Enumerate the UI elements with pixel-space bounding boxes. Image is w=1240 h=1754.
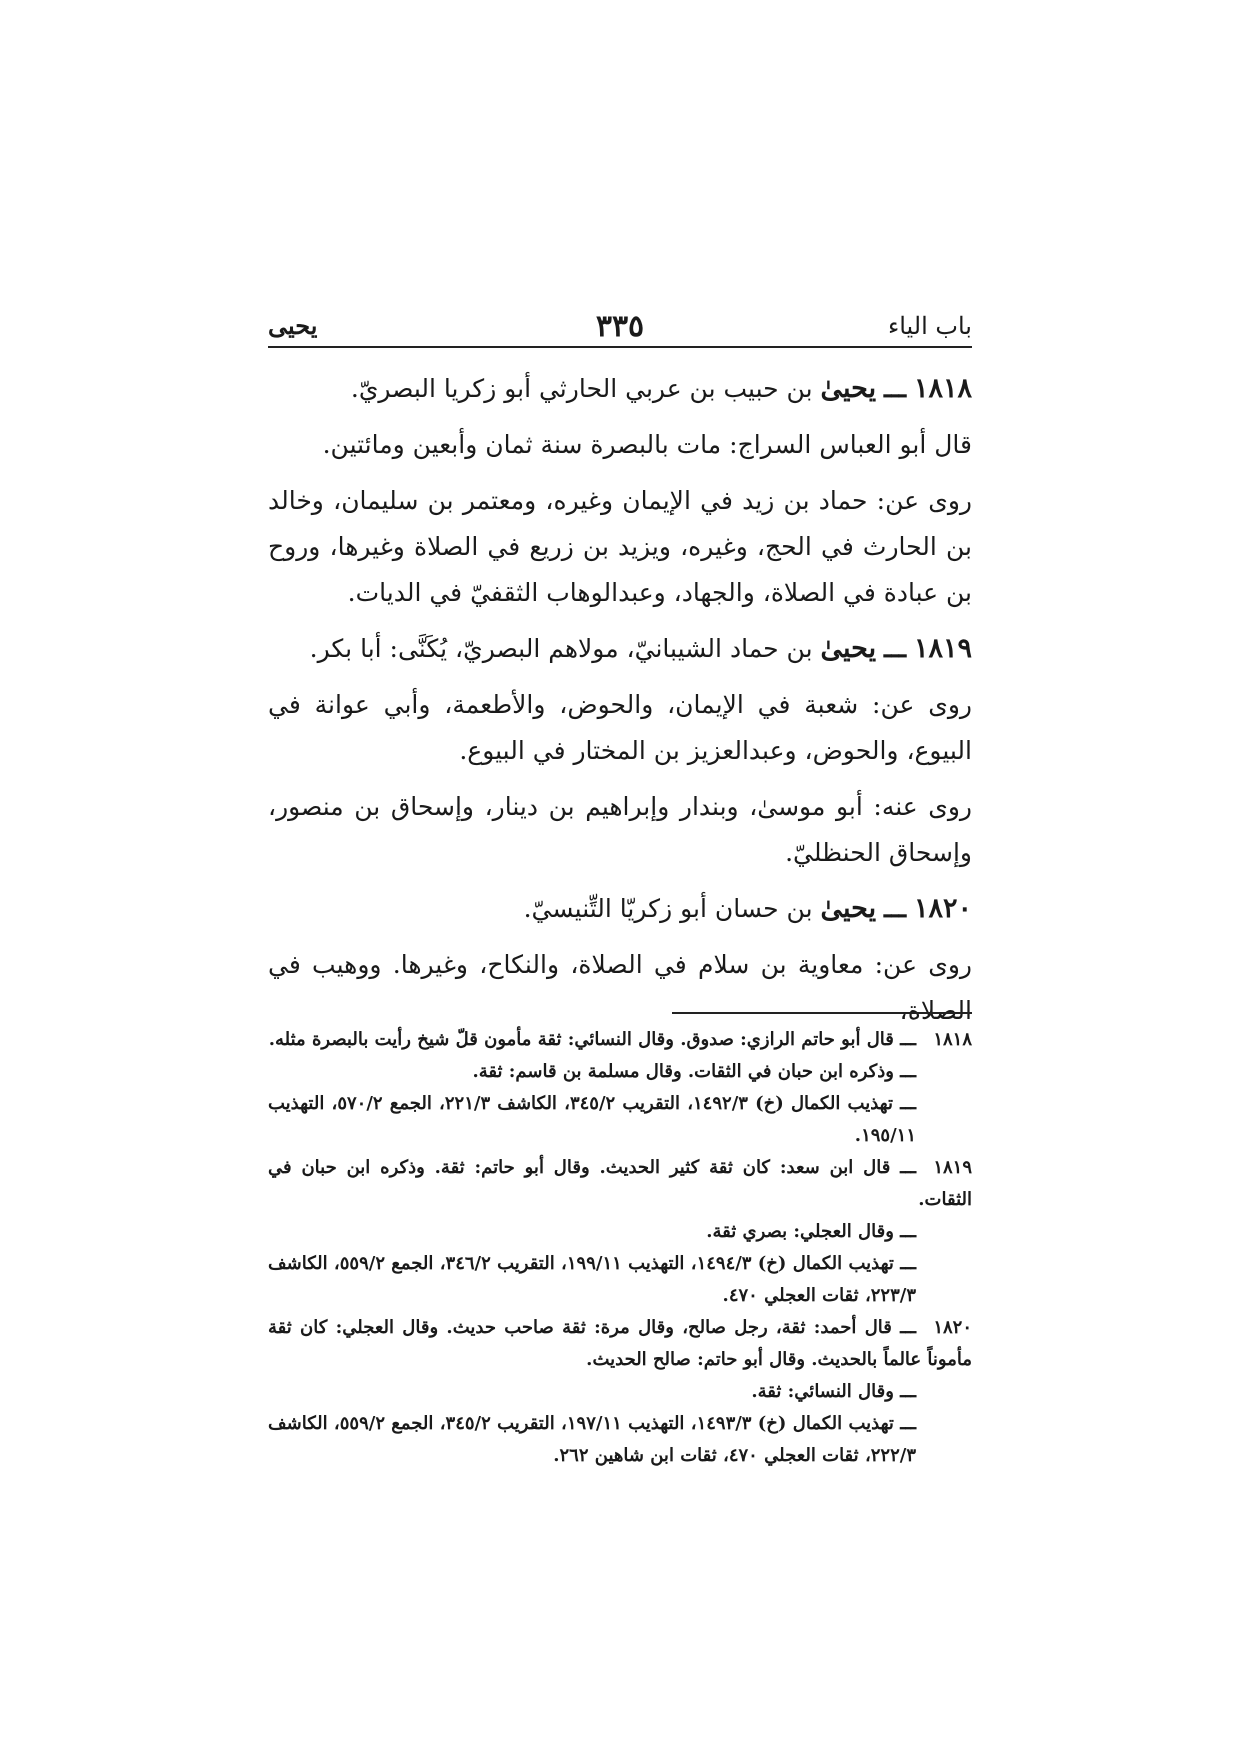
main-text <box>268 362 972 1044</box>
footnote-text: قال أبو حاتم الرازي: صدوق. وقال النسائي: ثقة مأمون قلّ شيخ رأيت بالبصرة مثله. <box>268 1029 894 1050</box>
entry-paragraph: روى عن: شعبة في الإيمان، والحوض، والأطعمة، وأبي عوانة في البيوع، والحوض، وعبدالعزيز بن المختار في البيوع. <box>268 690 972 765</box>
footnote <box>268 1312 972 1472</box>
entry-name: يحيىٰ <box>820 633 877 664</box>
entry-dash: ـــ <box>884 374 907 403</box>
footnote-line: ـــ وذكره ابن حبان في الثقات. وقال مسلمة بن قاسم: ثقة. <box>472 1061 916 1082</box>
footnote <box>268 1152 972 1312</box>
entry-paragraph: روى عن: حماد بن زيد في الإيمان وغيره، ومعتمر بن سليمان، وخالد بن الحارث في الحج، وغيره، ويزيد بن زريع في الصلاة وغيرها، وروح بن عبادة في الصلاة، والجهاد، وعبدالوهاب الثقفيّ في الديات. <box>268 486 972 607</box>
entry-heading <box>268 626 972 672</box>
entry-number: ١٨٢٠ <box>913 893 972 924</box>
entry-title-rest: بن حماد الشيبانيّ، مولاهم البصريّ، يُكَنَّى: أبا بكر. <box>309 634 813 663</box>
entry-paragraph: قال أبو العباس السراج: مات بالبصرة سنة ثمان وأبعين ومائتين. <box>322 430 972 459</box>
footnote <box>268 1024 972 1152</box>
footnote-dash: ـــ <box>900 1157 916 1178</box>
entry-dash: ـــ <box>884 894 907 923</box>
footnote-number: ١٨١٩ <box>933 1157 972 1178</box>
footnote-text: قال ابن سعد: كان ثقة كثير الحديث. وقال أبو حاتم: ثقة. وذكره ابن حبان في الثقات. <box>268 1157 972 1210</box>
entry-paragraph: روى عن: معاوية بن سلام في الصلاة، والنكاح، وغيرها. ووهيب في الصلاة، <box>268 950 972 1025</box>
entry-number: ١٨١٩ <box>913 633 972 664</box>
footnote-first-line <box>268 1312 972 1376</box>
footnote-line: ـــ وقال العجلي: بصري ثقة. <box>706 1221 916 1242</box>
entry-dash: ـــ <box>884 634 907 663</box>
entry-title-rest: بن حبيب بن عربي الحارثي أبو زكريا البصريّ. <box>350 374 813 403</box>
entry-name: يحيىٰ <box>820 373 877 404</box>
entry-name: يحيىٰ <box>820 893 877 924</box>
footnote-line: ـــ وقال النسائي: ثقة. <box>751 1381 916 1402</box>
footnote-number: ١٨٢٠ <box>933 1317 972 1338</box>
footnote-separator <box>672 1012 972 1014</box>
entry-number: ١٨١٨ <box>913 373 972 404</box>
footnote-number: ١٨١٨ <box>933 1029 972 1050</box>
footnote-first-line <box>268 1152 972 1216</box>
footnote-first-line <box>268 1024 972 1056</box>
entry-title-rest: بن حسان أبو زكريّا التِّنيسيّ. <box>523 894 813 923</box>
entry-heading <box>268 366 972 412</box>
footnote-line: ـــ تهذيب الكمال (خ) ١٤٩٣/٣، التهذيب ١٩٧/١١، التقريب ٣٤٥/٢، الجمع ٥٥٩/٢، الكاشف ٢٢٢/٣، ثقات العجلي ٤٧٠، ثقات ابن شاهين ٢٦٢. <box>268 1413 917 1466</box>
footnotes <box>268 1024 972 1472</box>
footnote-line: ـــ تهذيب الكمال (خ) ١٤٩٤/٣، التهذيب ١٩٩/١١، التقريب ٣٤٦/٢، الجمع ٥٥٩/٢، الكاشف ٢٢٣/٣، ثقات العجلي ٤٧٠. <box>268 1253 917 1306</box>
entry-heading <box>268 886 972 932</box>
chapter-title: باب الياء <box>887 312 972 340</box>
footnote-text: قال أحمد: ثقة، رجل صالح، وقال مرة: ثقة صاحب حديث. وقال العجلي: كان ثقة مأموناً عالماً بالحديث. وقال أبو حاتم: صالح الحديث. <box>268 1317 972 1370</box>
footnote-line: ـــ تهذيب الكمال (خ) ١٤٩٢/٣، التقريب ٣٤٥/٢، الكاشف ٢٢١/٣، الجمع ٥٧٠/٢، التهذيب ١٩٥/١١. <box>268 1093 916 1146</box>
page-number: ٣٣٥ <box>595 309 645 344</box>
page-header <box>268 300 972 348</box>
entry-paragraph: روى عنه: أبو موسىٰ، وبندار وإبراهيم بن دينار، وإسحاق بن منصور، وإسحاق الحنظليّ. <box>268 792 972 867</box>
footnote-dash: ـــ <box>900 1317 916 1338</box>
running-title: يحيى <box>268 311 318 340</box>
footnote-dash: ـــ <box>900 1029 916 1050</box>
